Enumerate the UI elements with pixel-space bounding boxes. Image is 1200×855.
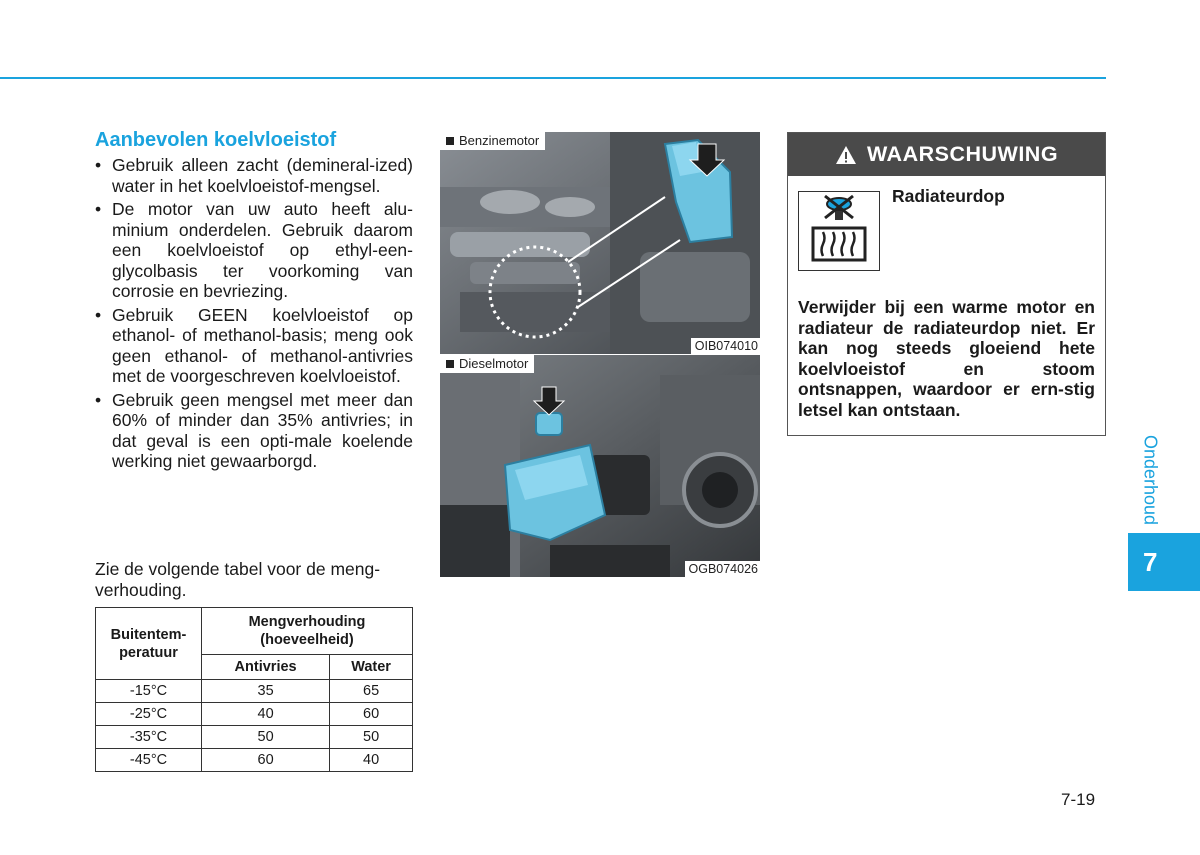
chapter-name [1128,430,1172,530]
photo-code: OGB074026 [685,561,761,577]
cell-temp: -35°C [96,726,202,749]
cell-water: 60 [330,703,413,726]
photo-label [440,132,545,150]
header-water: Water [330,655,413,680]
bullet-item: • Gebruik geen mengsel met meer dan 60% of minder dan 35% antivries; in dat geval is een opti-male koelende werking niet gewaarborgd. [95,390,413,472]
diesel-engine-photo [440,355,760,577]
radiator-cap-warning-icon [798,191,880,271]
diesel-label: Dieselmotor [459,356,529,371]
cell-water: 65 [330,680,413,703]
table-row [96,680,413,703]
cell-antifreeze: 40 [202,703,330,726]
page-number: 7-19 [1061,790,1096,809]
petrol-engine-photo [440,132,760,354]
petrol-label: Benzinemotor [459,133,540,148]
cell-water: 40 [330,749,413,772]
header-temperature: Buitentem-peratuur [96,608,202,680]
cell-antifreeze: 50 [202,726,330,749]
coolant-bullet-list [95,155,413,475]
mix-ratio-table [95,607,413,772]
section-heading: Aanbevolen koelvloeistof [95,129,337,151]
warning-subtitle: Radiateurdop [892,186,1005,206]
warning-box [787,132,1106,436]
table-intro: Zie de volgende tabel voor de meng-verhouding. [95,559,381,600]
bullet-item: • De motor van uw auto heeft alu-minium onderdelen. Gebruik daarom een koelvloeistof op ethyl-een-glycolbasis ter voorkoming van corrosie en bevriezing. [95,199,413,302]
header-antifreeze: Antivries [202,655,330,680]
cell-temp: -45°C [96,749,202,772]
cell-temp: -15°C [96,680,202,703]
warning-triangle-icon [835,145,857,165]
header-mix-ratio: Mengverhouding (hoeveelheid) [202,608,413,655]
chapter-name-text: Onderhoud [1140,434,1161,526]
cell-antifreeze: 60 [202,749,330,772]
table-row [96,749,413,772]
bullet-item: • Gebruik GEEN koelvloeistof op ethanol- of methanol-basis; meng ook geen ethanol- of methanol-antivries met de voorgeschreven koelvloeistof. [95,305,413,387]
cell-antifreeze: 35 [202,680,330,703]
photo-code: OIB074010 [691,338,760,354]
diesel-engine-illustration [440,355,760,577]
table-row [96,703,413,726]
photo-label [440,355,534,373]
header-rule [0,77,1106,79]
petrol-engine-illustration [440,132,760,354]
cell-temp: -25°C [96,703,202,726]
bullet-item: • Gebruik alleen zacht (demineral-ized) water in het koelvloeistof-mengsel. [95,155,413,196]
cell-water: 50 [330,726,413,749]
warning-title: WAARSCHUWING [866,142,1059,166]
table-row [96,726,413,749]
warning-header [788,133,1105,176]
chapter-tab: 7 [1128,533,1200,591]
warning-text: Verwijder bij een warme motor en radiateur de radiateurdop niet. Er kan nog steeds gloeiend hete koelvloeistof en stoom ontsnappen, waardoor er ern-stig letsel kan ontstaan. [798,297,1095,420]
